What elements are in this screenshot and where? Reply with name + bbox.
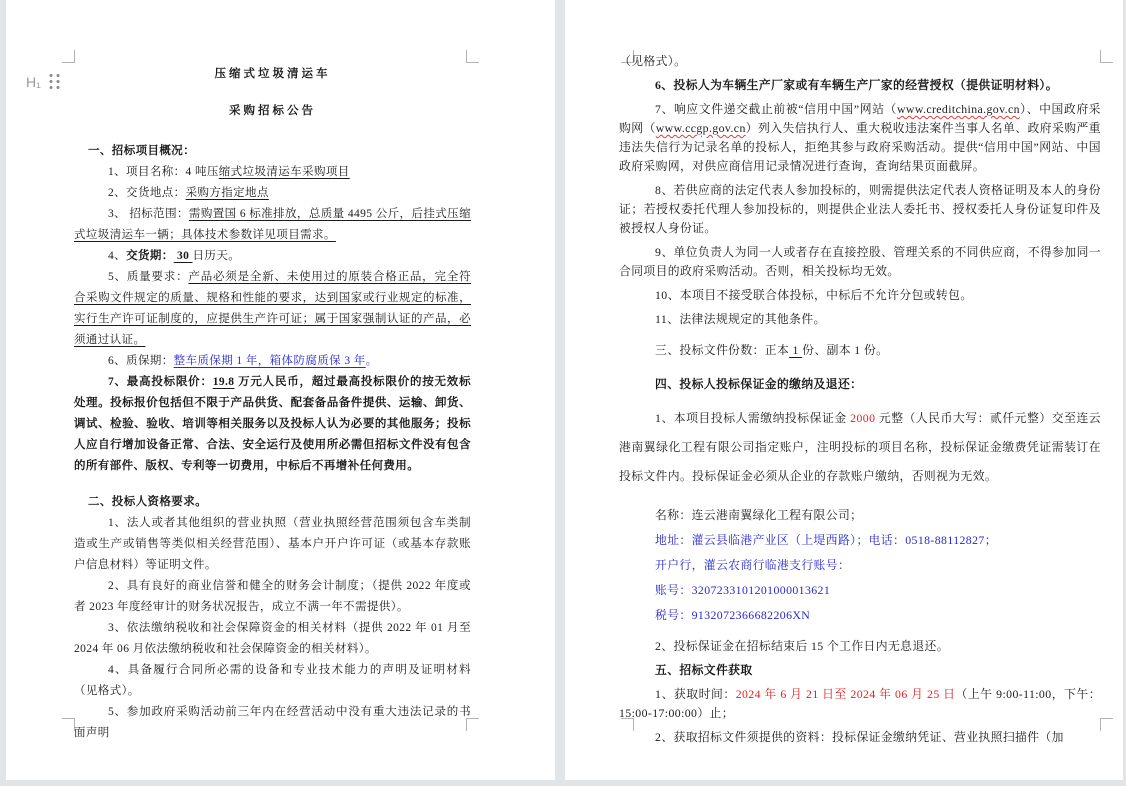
paragraph[interactable] <box>619 404 1101 491</box>
section-5-heading[interactable] <box>619 661 1101 680</box>
page-2[interactable] <box>565 0 1123 780</box>
heading-level-indicator: H₁ <box>26 73 41 90</box>
text-run: 11、法律法规规定的其他条件。 <box>655 312 826 326</box>
text-run: www.ccgp.gov.cn <box>655 121 746 135</box>
text-run: 万元人民币，超过最高投标限价的按无效标处理。投标报价包括但不限于产品供货、配套备品备件提供、运输、卸货、调试、检验、验收、培训等相关服务以及投标人认为必要的其他服务；投标人应自行增加设备正常、合法、安全运行及使用所必需但招标文件没有包含的所有部件、版权、专利等一切费用，中标后不再增补任何费用。 <box>74 376 471 472</box>
payee-tax-id[interactable] <box>619 605 1101 625</box>
text-run: 份、副本 1 份。 <box>802 343 889 357</box>
paragraph[interactable] <box>74 351 471 372</box>
text-run: 开户行，灌云农商行临港支行账号： <box>655 558 851 572</box>
text-run: 19.8 <box>212 376 235 388</box>
paragraph[interactable] <box>619 310 1101 329</box>
text-run: 5、参加政府采购活动前三年内在经营活动中没有重大违法记录的书面声明 <box>74 706 471 739</box>
text-run: 2000 <box>850 411 876 425</box>
text-run: 一、招标项目概况： <box>88 145 196 157</box>
text-run: 交货期： <box>126 250 174 262</box>
text-run: 账号：3207233101201000013621 <box>655 583 831 597</box>
paragraph[interactable] <box>74 267 471 351</box>
text-run: 1、获取时间： <box>655 687 736 701</box>
paragraph[interactable] <box>74 702 471 744</box>
text-run: 2、投标保证金在招标结束后 15 个工作日内无息退还。 <box>655 639 949 653</box>
paragraph[interactable] <box>74 372 471 477</box>
paragraph[interactable] <box>619 181 1101 238</box>
section-3-heading[interactable] <box>619 341 1101 360</box>
text-run: 10、本项目不接受联合体投标，中标后不允许分包或转包。 <box>655 288 973 302</box>
text-run: 2、获取招标文件须提供的资料：投标保证金缴纳凭证、营业执照扫描件（加 <box>655 730 1064 744</box>
text-run: www.creditchina.gov.cn <box>896 102 1020 116</box>
text-run: 7、最高投标限价： <box>108 376 213 388</box>
text-run: 8、若供应商的法定代表人参加投标的，则需提供法定代表人资格证明及本人的身份证；若授权委托代理人参加投标的，则提供企业法人委托书、授权委托人身份证复印件及被授权人身份证。 <box>619 183 1101 235</box>
text-run: ）列入失信执行人、重大税收违法案件当事人名单、政府采购严重违法失信行为记录名单的投标人，拒绝其参与政府采购活动。提供“信用中国”网站、中国政府采购网，对供应商信用记录情况进行查询，查询结果页面截屏。 <box>619 121 1102 173</box>
text-run: （见格式）。 <box>619 54 687 68</box>
paragraph[interactable] <box>619 637 1101 656</box>
text-run: 6、投标人为车辆生产厂家或有车辆生产厂家的经营授权（提供证明材料）。 <box>655 78 1058 92</box>
text-run: 6、质保期： <box>108 355 174 367</box>
paragraph[interactable] <box>619 243 1101 281</box>
paragraph[interactable] <box>74 162 471 183</box>
paragraph[interactable] <box>74 183 471 204</box>
paragraph[interactable] <box>74 513 471 576</box>
text-run: 压缩式垃圾清运车 <box>214 68 331 80</box>
payee-address[interactable] <box>619 530 1101 550</box>
text-run: 9、单位负责人为同一人或者存在直接控股、管理关系的不同供应商，不得参加同一合同项目的政府采购活动。否则，相关投标均无效。 <box>619 245 1101 278</box>
text-run: 需购置国 6 标准排放，总质量 4495 公斤，后挂式压缩式垃圾清运车一辆；具体技术参数详见项目需求。 <box>74 208 471 241</box>
paragraph[interactable] <box>619 685 1101 723</box>
text-run: 7、响应文件递交截止前被“信用中国”网站（ <box>655 102 897 116</box>
text-run: （上午 9:00-11:00，下午：15:00-17:00:00）止； <box>619 687 1102 720</box>
text-run: 二、投标人资格要求。 <box>88 496 207 508</box>
text-run: 3、 招标范围： <box>108 208 189 220</box>
payee-name[interactable] <box>619 505 1101 525</box>
text-run: 日历天。 <box>192 250 241 262</box>
doc-title-line2[interactable] <box>74 101 471 122</box>
text-run: ）、中国政府采购网（ <box>619 102 1101 135</box>
page-2-content <box>565 0 1123 747</box>
paragraph[interactable] <box>619 52 1101 71</box>
text-run: 名称：连云港南翼绿化工程有限公司； <box>655 508 863 522</box>
paragraph[interactable] <box>619 76 1101 95</box>
payee-bank[interactable] <box>619 555 1101 575</box>
section-4-heading[interactable] <box>619 375 1101 394</box>
text-run: 1 <box>789 343 803 357</box>
paragraph[interactable] <box>74 204 471 246</box>
paragraph[interactable] <box>74 618 475 660</box>
text-run: 三、投标文件份数：正本 <box>655 343 790 357</box>
text-run: 地址：灌云县临港产业区（上堤西路）；电话：0518-88112827； <box>655 533 997 547</box>
doc-title-line1[interactable] <box>74 64 471 85</box>
text-run: 1、项目名称：4 吨压 <box>108 166 219 178</box>
text-run: 3、依法缴纳税收和社会保障资金的相关材料（提供 2022 年 01 月至 2024 年 06 月依法缴纳税收和社会保障资金的相关材料）。 <box>74 622 475 655</box>
text-run: 四、投标人投标保证金的缴纳及退还： <box>655 377 863 391</box>
text-run: 2024 年 6 月 21 日至 2024 年 06 月 25 日 <box>735 687 956 701</box>
page-gap <box>555 0 565 780</box>
text-run: 30 <box>173 250 193 262</box>
page-1-content <box>6 0 555 744</box>
text-run: 采购招标公告 <box>229 105 316 117</box>
text-run: 2、交货地点： <box>108 187 186 199</box>
text-run: 1、法人或者其他组织的营业执照（营业执照经营范围须包含车类制造或生产或销售等类似相关经营范围）、基本户开户许可证（或基本存款账户信息材料）等证明文件。 <box>74 517 471 571</box>
paragraph[interactable] <box>74 660 471 702</box>
text-run: 税号：9132072366682206XN <box>655 608 811 622</box>
text-run: 整车质保期 1 年，箱体防腐质保 3 年 <box>173 355 366 367</box>
paragraph[interactable] <box>74 576 471 618</box>
text-run: 缩式垃圾清运车采购项目 <box>218 166 350 178</box>
paragraph[interactable] <box>74 246 471 267</box>
text-run: 采购方指定地点 <box>185 187 269 199</box>
page-1[interactable] <box>6 0 555 780</box>
section-1-heading[interactable] <box>74 141 471 162</box>
text-run: 元整（人民币大写：贰仟元整）交至连云港南翼绿化工程有限公司指定账户，注明投标的项目名称，投标保证金缴费凭证需装订在投标文件内。投标保证金必须从企业的存款账户缴纳，否则视为无效。 <box>619 411 1101 483</box>
text-run: 产品必须是全新、未使用过的原装合格正品，完全符合采购文件规定的质量、规格和性能的要求，达到国家或行业规定的标准，实行生产许可证制度的，应提供生产许可证；属于国家强制认证的产品，必须通过认证。 <box>74 271 471 346</box>
paragraph[interactable] <box>619 100 1101 176</box>
payee-account[interactable] <box>619 580 1101 600</box>
text-run: 。 <box>365 355 378 367</box>
text-run: 4、具备履行合同所必需的设备和专业技术能力的声明及证明材料（见格式）。 <box>74 664 471 697</box>
section-2-heading[interactable] <box>74 492 471 513</box>
paragraph[interactable] <box>619 728 1101 747</box>
text-run: 2、具有良好的商业信誉和健全的财务会计制度；（提供 2022 年度或者 2023 年度经审计的财务状况报告，成立不满一年不需提供）。 <box>74 580 471 613</box>
paragraph[interactable] <box>619 286 1101 305</box>
text-run: 4、 <box>108 250 127 262</box>
text-run: 五、招标文件获取 <box>655 663 753 677</box>
text-run: 1、本项目投标人需缴纳投标保证金 <box>655 411 851 425</box>
text-run: 5、质量要求： <box>108 271 189 283</box>
